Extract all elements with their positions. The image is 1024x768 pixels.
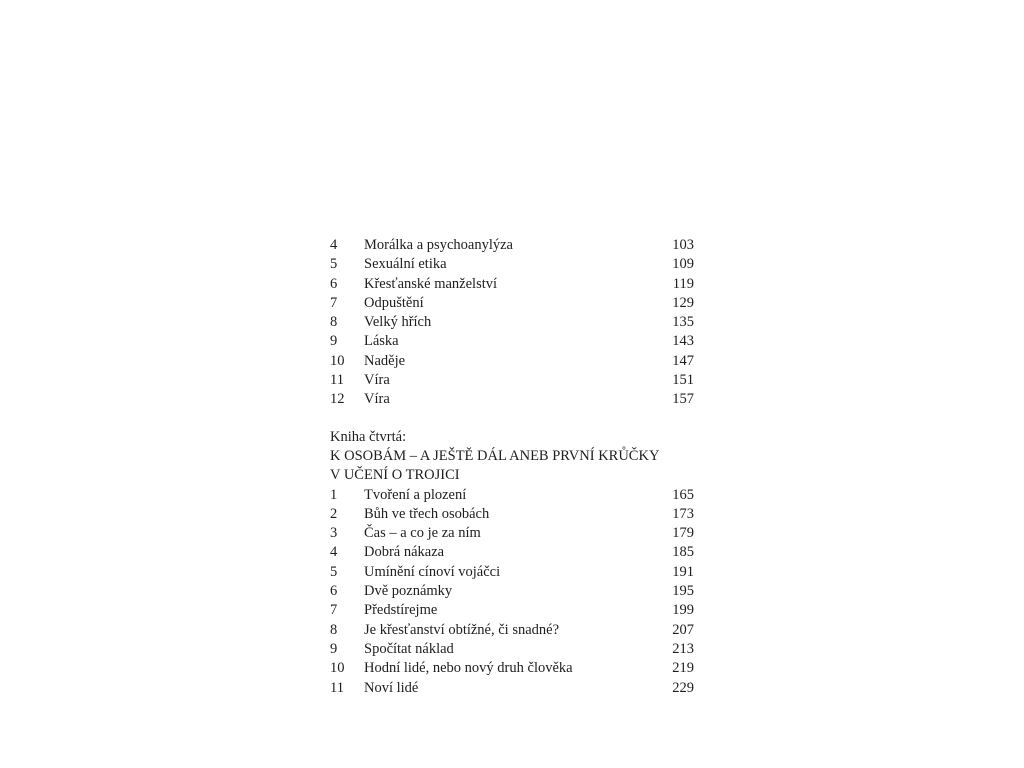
chapter-title: Umínění cínoví vojáčci: [364, 563, 501, 580]
page-number: 191: [672, 563, 694, 580]
chapter-number: 9: [330, 640, 338, 657]
chapter-title: Dobrá nákaza: [364, 544, 445, 561]
chapter-number: 2: [330, 505, 338, 522]
chapter-title: Víra: [364, 391, 390, 408]
chapter-title: Sexuální etika: [364, 256, 447, 273]
toc-entry: [330, 390, 694, 409]
toc-entry: [330, 486, 694, 505]
page-number: 173: [672, 505, 694, 522]
page-number: 185: [672, 544, 694, 561]
chapter-number: 9: [330, 333, 338, 350]
chapter-number: 1: [330, 486, 338, 503]
chapter-title: Křesťanské manželství: [364, 275, 498, 292]
section-spacer: [330, 410, 694, 428]
chapter-title: Hodní lidé, nebo nový druh člověka: [364, 660, 573, 677]
toc-entry: [330, 582, 694, 601]
toc-entry: [330, 679, 694, 698]
page-number: 147: [672, 352, 694, 369]
chapter-title: Velký hřích: [364, 314, 432, 331]
chapter-number: 10: [330, 660, 345, 677]
chapter-title: Je křesťanství obtížné, či snadné?: [364, 621, 560, 638]
page-number: 195: [672, 583, 694, 600]
page-number: 199: [672, 602, 694, 619]
chapter-title: Víra: [364, 372, 390, 389]
chapter-number: 10: [330, 352, 345, 369]
page-number: 229: [672, 679, 694, 696]
page-number: 151: [672, 372, 694, 389]
chapter-title: Spočítat náklad: [364, 640, 454, 657]
toc-entry: [330, 294, 694, 313]
toc-entry: [330, 332, 694, 351]
toc-entry: [330, 505, 694, 524]
book-title-line-1: K OSOBÁM – A JEŠTĚ DÁL ANEB PRVNÍ KRŮČKY: [330, 447, 660, 464]
page-number: 179: [672, 525, 694, 542]
chapter-number: 8: [330, 314, 338, 331]
toc-entry: [330, 255, 694, 274]
page-number: 103: [672, 237, 694, 253]
chapter-title: Čas – a co je za ním: [364, 525, 481, 542]
toc-entry: [330, 371, 694, 390]
page-number: 157: [672, 391, 694, 408]
chapter-number: 7: [330, 294, 338, 311]
chapter-number: 12: [330, 391, 345, 408]
toc-entry: [330, 313, 694, 332]
chapter-number: 8: [330, 621, 338, 638]
page-number: 207: [672, 621, 694, 638]
chapter-title: Láska: [364, 333, 399, 350]
toc-entry: [330, 621, 694, 640]
chapter-title: Dvě poznámky: [364, 583, 453, 600]
chapter-number: 11: [330, 372, 344, 389]
chapter-number: 4: [330, 237, 338, 253]
toc-entry: [330, 563, 694, 582]
toc-entry: [330, 352, 694, 371]
chapter-title: Naděje: [364, 352, 406, 369]
page-number: 109: [672, 256, 694, 273]
chapter-number: 3: [330, 525, 338, 542]
page-number: 219: [672, 660, 694, 677]
page-number: 143: [672, 333, 694, 350]
chapter-number: 7: [330, 602, 338, 619]
chapter-title: Tvoření a plození: [364, 486, 467, 503]
chapter-number: 5: [330, 256, 338, 273]
chapter-number: 6: [330, 583, 338, 600]
chapter-title: Bůh ve třech osobách: [364, 505, 490, 522]
chapter-title: Předstírejme: [364, 602, 438, 619]
chapter-number: 11: [330, 679, 344, 696]
toc-entry: [330, 601, 694, 620]
chapter-title: Odpuštění: [364, 294, 424, 311]
chapter-title: Morálka a psychoanylýza: [364, 237, 513, 253]
toc-entry: [330, 275, 694, 294]
page-number: 165: [672, 486, 694, 503]
toc-entry: [330, 236, 694, 255]
chapter-number: 4: [330, 544, 338, 561]
chapter-title: Noví lidé: [364, 679, 419, 696]
page-number: 213: [672, 640, 694, 657]
book-title-line-2: V UČENÍ O TROJICI: [330, 467, 460, 484]
table-of-contents: [330, 236, 694, 698]
toc-entry: [330, 543, 694, 562]
toc-entry: [330, 640, 694, 659]
toc-entry: [330, 659, 694, 678]
page-number: 129: [672, 294, 694, 311]
book-label: Kniha čtvrtá:: [330, 428, 407, 445]
chapter-number: 5: [330, 563, 338, 580]
chapter-number: 6: [330, 275, 338, 292]
toc-entry: [330, 524, 694, 543]
page-number: 135: [672, 314, 694, 331]
page-number: 119: [672, 275, 694, 292]
